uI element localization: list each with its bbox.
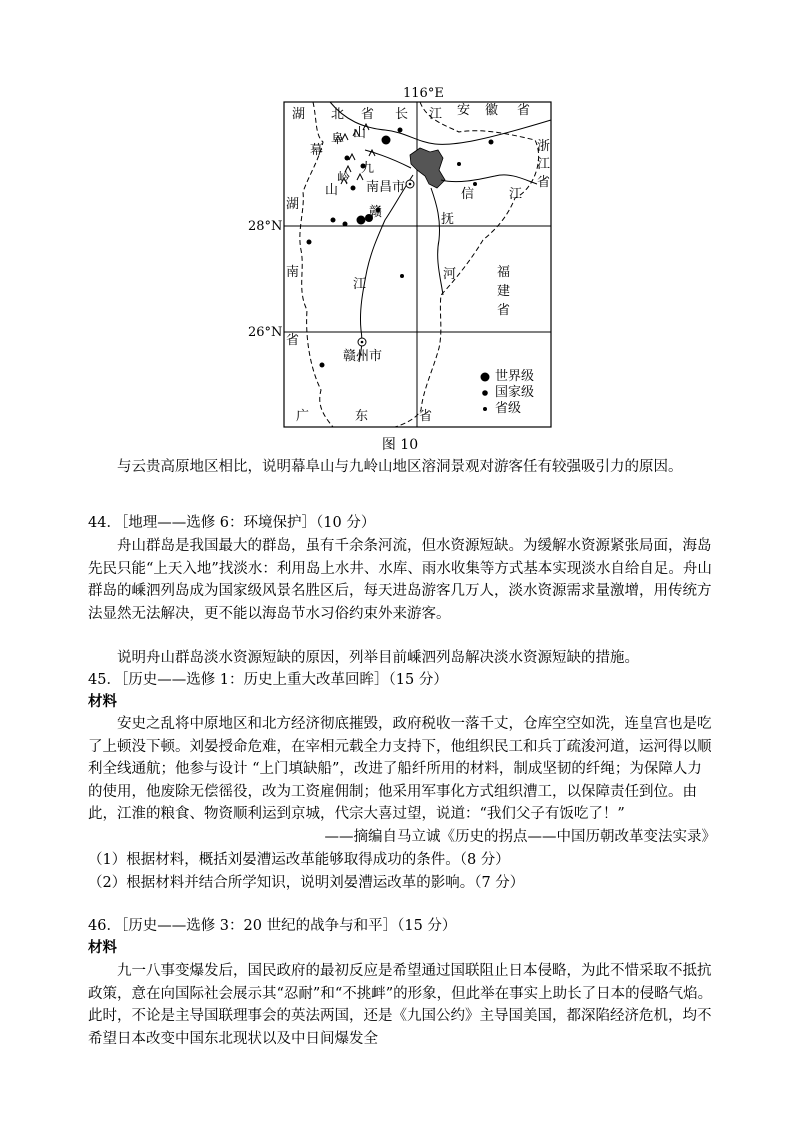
map-label: 省 [286, 333, 300, 348]
map-label: 北 [331, 107, 345, 122]
q45-source: ——摘编自马立诚《历史的拐点——中国历朝改革变法实录》 [324, 829, 716, 845]
map-label: 江 [353, 277, 367, 292]
map-label: 湖 [292, 107, 306, 122]
map-label: 幕 [310, 143, 324, 158]
q45-subquestion-1: （1）根据材料，概括刘晏漕运改革能够取得成功的条件。（8 分） [88, 852, 510, 868]
map-label: 赣 [369, 205, 383, 220]
map-label: 山 [353, 126, 367, 141]
map-label: 抚 [441, 212, 455, 227]
figure-caption: 图 10 [381, 437, 419, 453]
q43-question-text: 与云贵高原地区相比，说明幕阜山与九岭山地区溶洞景观对游客任有较强吸引力的原因。 [117, 459, 683, 475]
latitude-label-28: 28°N [248, 219, 283, 234]
q44-paragraph: 舟山群岛是我国最大的群岛，虽有千余条河流，但水资源短缺。为缓解水资源紧张局面，海岛先民只能“上天入地”找淡水：利用岛上水井、水库、雨水收集等方式基本实现淡水自给自足。舟山群岛的嵊泗列岛成为国家级风景名胜区后，每天进岛游客几万人，淡水资源需求量激增，用传统方法显然无法解决，更不能以海岛节水习俗约束外来游客。 [88, 538, 712, 622]
map-label: 江 [429, 107, 443, 122]
map-label: 东 [355, 409, 369, 424]
q45-subquestion-2: （2）根据材料并结合所学知识，说明刘晏漕运改革的影响。（7 分） [88, 875, 525, 891]
map-label: 省 [497, 303, 511, 318]
map-label: 省 [537, 175, 551, 190]
map-label: 岭 [337, 171, 351, 186]
map-label: 信 [461, 187, 475, 202]
map-label: 建 [497, 284, 511, 299]
latitude-label-26: 26°N [248, 325, 283, 340]
map-label: 安 [457, 103, 471, 118]
legend-national: 国家级 [495, 385, 535, 400]
map-label: 长 [395, 107, 409, 122]
map-label: 省 [517, 103, 531, 118]
q46-title: 46．［历史——选修 3：20 世纪的战争与和平］（15 分） [88, 918, 457, 934]
map-label: 九 [361, 161, 375, 176]
map-label: 省 [361, 107, 375, 122]
q44-question: 说明舟山群岛淡水资源短缺的原因，列举目前嵊泗列岛解决淡水资源短缺的措施。 [117, 650, 639, 666]
q45-title: 45．［历史——选修 1：历史上重大改革回眸］（15 分） [88, 672, 448, 688]
map-label: 阜 [331, 132, 345, 147]
legend-provincial: 省级 [495, 401, 522, 416]
map-label: 河 [443, 267, 457, 282]
map-label: 山 [325, 183, 339, 198]
q46-material-label: 材料 [88, 939, 117, 956]
map-label: 福 [497, 265, 511, 280]
q45-paragraph: 安史之乱将中原地区和北方经济彻底摧毁，政府税收一落千丈，仓库空空如洗，连皇宫也是吃了上顿没下顿。刘晏授命危难，在宰相元载全力支持下，他组织民工和兵丁疏浚河道，运河得以顺利全线通航；他参与设计 “上门填缺船”，改进了船纤所用的材料，制成坚韧的纤绳；为保障人力的使用，他废除无偿徭役，改为工资雇佣制；他采用军事化方式组织漕工，以保障责任到位。由此，江淮的粮食、物资顺利运到京城，代宗大喜过望，说道：“我们父子有饭吃了！” [88, 716, 712, 822]
city-label-nanchang: 南昌市 [366, 180, 406, 195]
map-label: 徽 [485, 103, 499, 118]
map-label: 省 [419, 409, 433, 424]
jiangxi-map-figure [245, 80, 565, 440]
map-label: 湖 [286, 197, 300, 212]
map-label: 江 [537, 157, 551, 172]
longitude-label: 116°E [403, 86, 444, 101]
map-label: 江 [509, 187, 523, 202]
map-label: 广 [296, 409, 310, 424]
map-label: 南 [286, 265, 300, 280]
q44-title: 44．［地理——选修 6：环境保护］（10 分） [88, 515, 376, 531]
q46-paragraph: 九一八事变爆发后，国民政府的最初反应是希望通过国联阻止日本侵略，为此不惜采取不抵抗政策，意在向国际社会展示其“忍耐”和“不挑衅”的形象，但此举在事实上助长了日本的侵略气焰。此时，不论是主导国联理事会的英法两国，还是《九国公约》主导国美国，都深陷经济危机，均不希望日本改变中国东北现状以及中日间爆发全 [88, 963, 713, 1047]
city-label-ganzhou: 赣州市 [343, 349, 383, 364]
q45-material-label: 材料 [88, 693, 117, 710]
map-label: 浙 [537, 139, 551, 154]
legend-world: 世界级 [495, 369, 535, 384]
